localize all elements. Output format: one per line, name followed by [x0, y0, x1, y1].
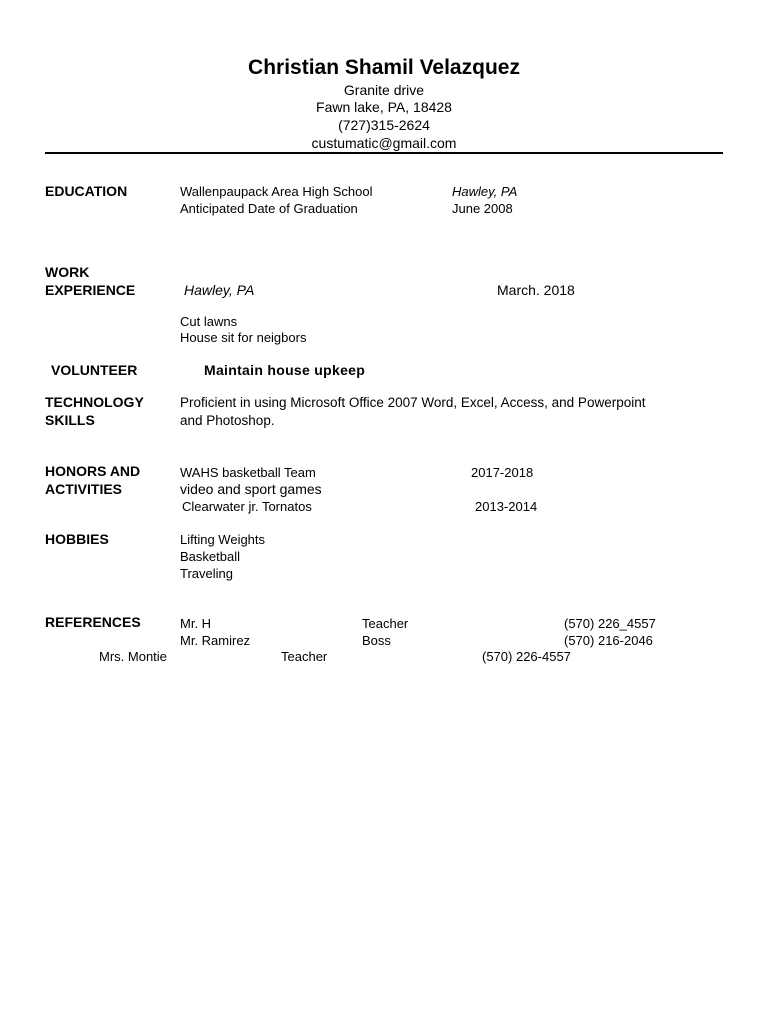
reference-2-role: Boss — [362, 633, 391, 648]
honors-item-2: video and sport games — [180, 481, 322, 497]
hobbies-heading: HOBBIES — [45, 531, 109, 547]
reference-1-phone: (570) 226_4557 — [564, 616, 656, 631]
address-city: Fawn lake, PA, 18428 — [316, 99, 452, 115]
technology-heading-line2: SKILLS — [45, 412, 95, 428]
education-grad-label: Anticipated Date of Graduation — [180, 201, 358, 216]
hobby-item-2: Basketball — [180, 549, 240, 564]
education-grad-date: June 2008 — [452, 201, 513, 216]
honors-item-3-date: 2013-2014 — [475, 499, 538, 514]
email-address: custumatic@gmail.com — [311, 135, 457, 151]
technology-line-2: and Photoshop. — [180, 413, 275, 428]
volunteer-item: Maintain house upkeep — [204, 362, 366, 378]
honors-item-1: WAHS basketball Team — [180, 465, 316, 480]
references-heading: REFERENCES — [45, 614, 141, 630]
reference-2-name: Mr. Ramirez — [180, 633, 251, 648]
honors-heading-line1: HONORS AND — [45, 463, 141, 479]
education-location: Hawley, PA — [452, 184, 518, 199]
volunteer-heading: VOLUNTEER — [51, 362, 138, 378]
reference-3-name: Mrs. Montie — [99, 649, 167, 664]
hobby-item-3: Traveling — [180, 566, 233, 581]
work-date: March. 2018 — [497, 282, 575, 298]
work-heading-line1: WORK — [45, 264, 90, 280]
header-divider — [45, 152, 723, 154]
honors-item-3: Clearwater jr. Tornatos — [182, 499, 312, 514]
technology-heading-line1: TECHNOLOGY — [45, 394, 144, 410]
address-street: Granite drive — [343, 82, 425, 98]
reference-2-phone: (570) 216-2046 — [564, 633, 653, 648]
work-heading-line2: EXPERIENCE — [45, 282, 136, 298]
honors-item-1-date: 2017-2018 — [471, 465, 534, 480]
reference-1-name: Mr. H — [180, 616, 212, 631]
work-location: Hawley, PA — [184, 282, 255, 298]
work-duty-1: Cut lawns — [180, 314, 238, 329]
hobby-item-1: Lifting Weights — [180, 532, 266, 547]
resume-name: Christian Shamil Velazquez — [248, 56, 520, 79]
reference-1-role: Teacher — [362, 616, 409, 631]
technology-line-1: Proficient in using Microsoft Office 2007 Word, Excel, Access, and Powerpoint — [180, 395, 646, 410]
work-duty-2: House sit for neigbors — [180, 330, 307, 345]
phone-number: (727)315-2624 — [338, 117, 430, 133]
reference-3-phone: (570) 226-4557 — [482, 649, 571, 664]
reference-3-role: Teacher — [281, 649, 328, 664]
education-heading: EDUCATION — [45, 183, 128, 199]
education-school: Wallenpaupack Area High School — [180, 184, 373, 199]
honors-heading-line2: ACTIVITIES — [45, 481, 123, 497]
